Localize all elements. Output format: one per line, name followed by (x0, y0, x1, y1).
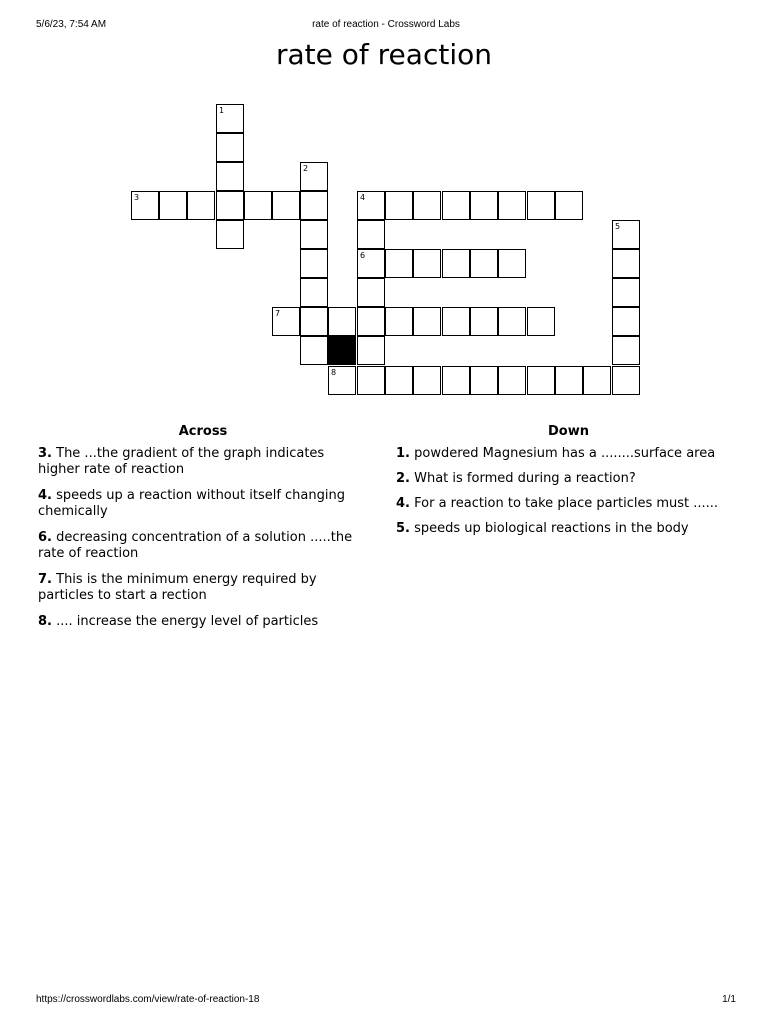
clue-item-text: What is formed during a reaction? (414, 471, 636, 486)
grid-cell[interactable] (300, 191, 328, 220)
grid-cell[interactable] (216, 133, 244, 162)
clue-item (38, 572, 368, 604)
clue-item-number: 1. (396, 446, 410, 461)
grid-cell[interactable] (244, 191, 272, 220)
grid-cell[interactable] (470, 249, 498, 278)
clue-number: 3 (134, 193, 140, 202)
grid-cell[interactable] (357, 220, 385, 249)
crossword-grid (0, 0, 768, 420)
print-datetime: 5/6/23, 7:54 AM (36, 19, 107, 30)
down-heading: Down (548, 424, 589, 439)
clue-number: 8 (331, 368, 337, 377)
grid-cell[interactable] (527, 191, 555, 220)
footer-url: https://crosswordlabs.com/view/rate-of-reaction-18 (36, 994, 260, 1005)
clue-item (396, 446, 741, 462)
clue-item-text: speeds up a reaction without itself changing chemically (38, 488, 345, 519)
grid-cell[interactable] (612, 278, 640, 307)
grid-cell[interactable] (328, 307, 356, 336)
clue-number: 5 (615, 222, 621, 231)
grid-cell[interactable] (413, 191, 441, 220)
grid-cell[interactable] (612, 336, 640, 365)
clue-number: 4 (360, 193, 366, 202)
grid-cell[interactable] (385, 191, 413, 220)
clue-item-number: 3. (38, 446, 52, 461)
grid-cell[interactable] (216, 220, 244, 249)
clue-number: 7 (275, 309, 281, 318)
clue-item-number: 8. (38, 614, 52, 629)
clue-item-text: powdered Magnesium has a ........surface area (414, 446, 716, 461)
clue-item (38, 614, 368, 630)
clue-item-text: This is the minimum energy required by particles to start a rection (38, 572, 317, 603)
clue-item-number: 6. (38, 530, 52, 545)
grid-cell[interactable] (498, 249, 526, 278)
grid-cell[interactable] (612, 307, 640, 336)
grid-cell[interactable] (498, 366, 526, 395)
clue-item-text: decreasing concentration of a solution .....the rate of reaction (38, 530, 353, 561)
grid-cell[interactable] (555, 366, 583, 395)
grid-cell[interactable] (498, 191, 526, 220)
grid-cell[interactable] (413, 366, 441, 395)
footer-page-number: 1/1 (722, 994, 736, 1005)
grid-cell[interactable] (357, 336, 385, 365)
grid-cell[interactable] (442, 249, 470, 278)
grid-cell[interactable] (131, 191, 159, 220)
grid-cell[interactable] (442, 191, 470, 220)
clue-number: 2 (303, 164, 309, 173)
grid-cell[interactable] (300, 162, 328, 191)
grid-cell[interactable] (357, 191, 385, 220)
clue-item-number: 2. (396, 471, 410, 486)
grid-cell[interactable] (357, 366, 385, 395)
grid-cell[interactable] (385, 249, 413, 278)
clue-item (38, 530, 368, 562)
grid-cell[interactable] (159, 191, 187, 220)
grid-cell[interactable] (187, 191, 215, 220)
page-title: rate of reaction (276, 38, 492, 71)
grid-cell[interactable] (385, 366, 413, 395)
clue-item-number: 7. (38, 572, 52, 587)
grid-cell[interactable] (216, 191, 244, 220)
clue-item (396, 496, 741, 512)
grid-cell[interactable] (300, 220, 328, 249)
grid-cell[interactable] (527, 366, 555, 395)
grid-cell[interactable] (357, 278, 385, 307)
grid-cell[interactable] (357, 249, 385, 278)
grid-cell[interactable] (216, 162, 244, 191)
grid-cell[interactable] (272, 307, 300, 336)
clue-item-text: For a reaction to take place particles must ...... (414, 496, 719, 511)
grid-cell[interactable] (272, 191, 300, 220)
down-clues (396, 424, 741, 546)
across-clues (38, 424, 368, 640)
grid-cell[interactable] (442, 366, 470, 395)
print-tab-title: rate of reaction - Crossword Labs (312, 19, 460, 30)
grid-cell[interactable] (470, 191, 498, 220)
across-heading: Across (178, 424, 228, 439)
grid-cell[interactable] (612, 366, 640, 395)
grid-cell[interactable] (470, 307, 498, 336)
clue-number: 1 (219, 106, 225, 115)
clue-item (38, 446, 368, 478)
grid-cell[interactable] (413, 249, 441, 278)
grid-cell[interactable] (300, 336, 328, 365)
clue-item-text: speeds up biological reactions in the body (414, 521, 689, 536)
grid-cell[interactable] (413, 307, 441, 336)
grid-cell[interactable] (300, 249, 328, 278)
clue-item (38, 488, 368, 520)
grid-cell[interactable] (385, 307, 413, 336)
clue-item-text: .... increase the energy level of particles (56, 614, 319, 629)
grid-cell[interactable] (470, 366, 498, 395)
clue-item-number: 5. (396, 521, 410, 536)
print-footer (36, 994, 736, 1008)
clue-item (396, 471, 741, 487)
grid-cell[interactable] (555, 191, 583, 220)
clue-item-text: The ...the gradient of the graph indicates higher rate of reaction (38, 446, 325, 477)
grid-cell[interactable] (328, 366, 356, 395)
grid-cell[interactable] (612, 220, 640, 249)
clue-item-number: 4. (396, 496, 410, 511)
black-cell (328, 336, 356, 365)
grid-cell[interactable] (357, 307, 385, 336)
grid-cell[interactable] (442, 307, 470, 336)
clue-item-number: 4. (38, 488, 52, 503)
clue-item (396, 521, 741, 537)
grid-cell[interactable] (498, 307, 526, 336)
clue-number: 6 (360, 251, 366, 260)
grid-cell[interactable] (583, 366, 611, 395)
grid-cell[interactable] (300, 307, 328, 336)
grid-cell[interactable] (216, 104, 244, 133)
grid-cell[interactable] (300, 278, 328, 307)
grid-cell[interactable] (527, 307, 555, 336)
grid-cell[interactable] (612, 249, 640, 278)
